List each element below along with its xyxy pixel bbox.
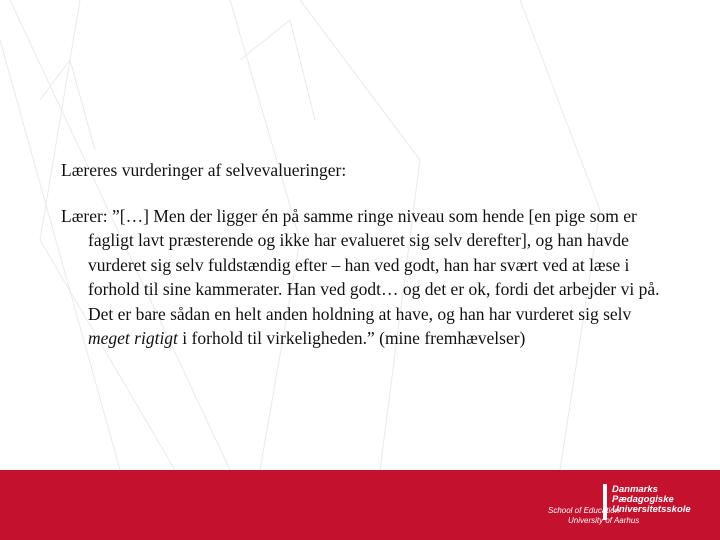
school-label: School of Education [548,506,620,515]
footer-bar [0,470,720,540]
logo-wordmark [612,485,691,515]
quote-emphasis: meget rigtigt [88,328,178,349]
logo-line-1: Danmarks [612,484,658,495]
teacher-quote [61,204,661,350]
university-label: University of Aarhus [568,516,640,525]
quote-text: Lærer: ”[…] Men der ligger én på samme ringe niveau som hende [en pige som er fagligt lavt præsterende og ikke har evalueret sig selv derefter], og han havde vurderet sig selv fuldstændig efter – han ved godt, han har svært ved at læse i forhold til sine kammerater. Han ved godt… og det er ok, fordi det arbejder vi på. Det er bare sådan en helt anden holdning at have, og han har vurderet sig selv [61,206,660,324]
institution-logo [0,470,720,540]
slide-heading: Læreres vurderinger af selvevalueringer: [61,160,347,180]
logo-line-2: Pædagogiske [612,494,674,505]
logo-line-3: Universitetsskole [612,504,691,515]
slide-body [61,158,661,350]
quote-text-end: i forhold til virkeligheden.” (mine fremhævelser) [177,328,526,349]
